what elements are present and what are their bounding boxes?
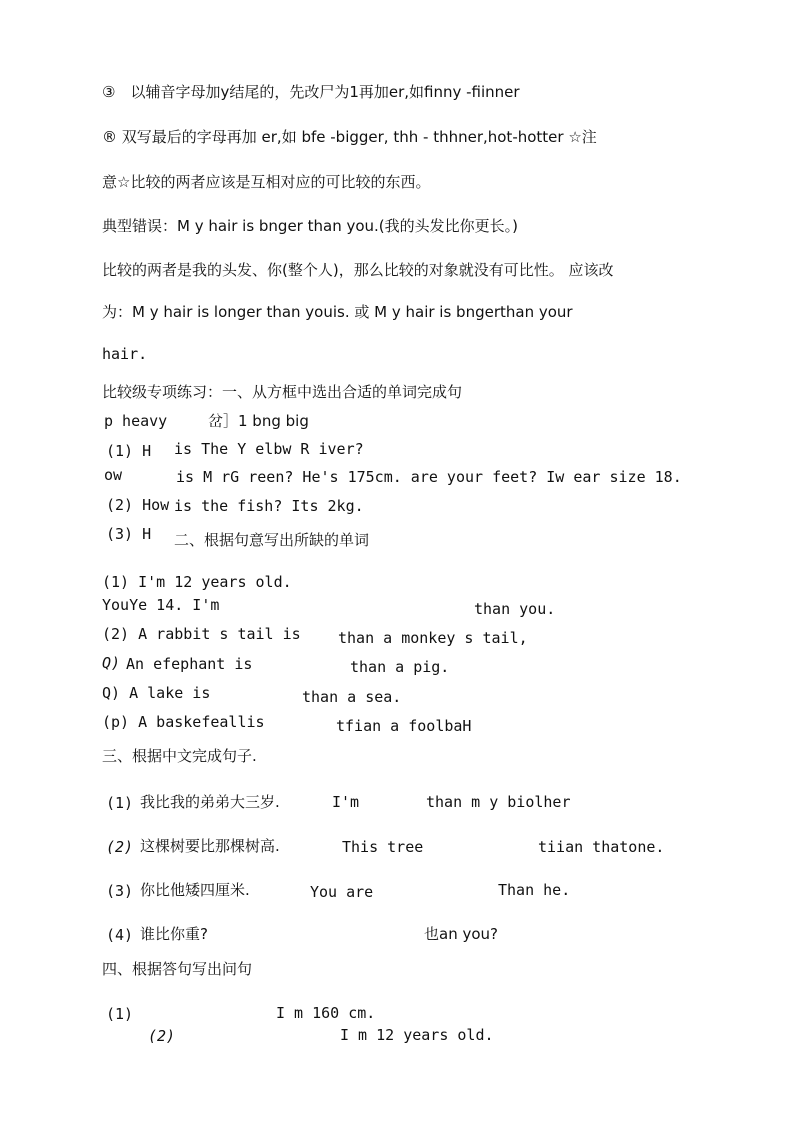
part1-q1-text: is The Y elbw R iver?: [174, 440, 364, 458]
part2-q1-line2: YouYe 14. I'm: [102, 596, 220, 614]
part1-q2-text: is the fish? Its 2kg.: [174, 497, 364, 515]
part3-q4-number: (4): [106, 926, 134, 944]
rule-4-line2: 意☆比较的两者应该是互相对应的可比较的东西。: [102, 173, 431, 191]
part3-q4-chinese: 谁比你重?: [140, 925, 208, 943]
part2-q4-head: Q) A lake is: [102, 684, 211, 702]
part1-q1-number: (1) H: [106, 442, 152, 460]
part2-q2-head: (2) A rabbit s tail is: [102, 625, 301, 643]
part3-q1-start: I'm: [332, 793, 360, 811]
part2-q1-line1: (1) I'm 12 years old.: [102, 573, 292, 591]
part3-q2-end: tiian thatone.: [538, 838, 665, 856]
part3-title: 三、根据中文完成句子.: [102, 747, 257, 765]
rule-4-line1: ® 双写最后的字母再加 er,如 bfe -bigger, thh - thhner,hot-hotter ☆注: [102, 128, 597, 146]
part3-q2-start: This tree: [342, 838, 424, 856]
part1-q3-number: (3) H: [106, 525, 152, 543]
part4-q1-answer: I m 160 cm.: [276, 1004, 376, 1022]
part2-q3-head: An efephant is: [126, 655, 253, 673]
part4-title: 四、根据答句写出问句: [102, 960, 253, 978]
part2-q1-tail: than you.: [474, 600, 556, 618]
rule-3: ③ 以辅音字母加y结尾的，先改尸为1再加er,如finny -fiinner: [102, 83, 520, 101]
part2-title: 二、根据句意写出所缺的单词: [174, 531, 370, 549]
part4-q2-number: (2): [148, 1027, 176, 1045]
part2-q5-head: (p) A baskefeallis: [102, 713, 265, 731]
part1-ow: ow: [104, 466, 123, 484]
part4-q1-number: (1): [106, 1005, 134, 1023]
part3-q3-end: Than he.: [498, 881, 571, 899]
part3-q1-number: (1): [106, 794, 134, 812]
typical-error-line2: 比较的两者是我的头发、你(整个人)，那么比较的对象就没有可比性。 应该改: [102, 261, 614, 279]
part2-q3-number: Q): [102, 654, 121, 672]
word-box-left: p heavy: [104, 412, 168, 430]
part1-ow-text: is M rG reen? He's 175cm. are your feet? Iw ear size 18.: [176, 468, 682, 486]
part1-q2-number: (2) How: [106, 496, 170, 514]
part3-q1-chinese: 我比我的弟弟大三岁.: [140, 793, 280, 811]
part2-q3-tail: than a pig.: [350, 658, 450, 676]
part3-q3-chinese: 你比他矮四厘米.: [140, 881, 250, 899]
typical-error-line1: 典型错误：M y hair is bnger than you.(我的头发比你更长。): [102, 217, 519, 235]
typical-error-line4: hair.: [102, 345, 148, 363]
part3-q2-chinese: 这棵树要比那棵树高.: [140, 837, 280, 855]
part3-q2-number: (2): [106, 838, 134, 856]
part3-q4-end: 也an you?: [424, 925, 498, 943]
word-box-right: 岔］1 bng big: [208, 412, 309, 430]
part2-q4-tail: than a sea.: [302, 688, 402, 706]
typical-error-line3: 为：M y hair is longer than youis. 或 M y hair is bngerthan your: [102, 303, 573, 321]
part3-q1-end: than m y biolher: [426, 793, 571, 811]
part4-q2-answer: I m 12 years old.: [340, 1026, 494, 1044]
exercise-title: 比较级专项练习：一、从方框中选出合适的单词完成句: [102, 383, 463, 401]
part2-q5-tail: tfian a foolbaH: [336, 717, 472, 735]
part3-q3-start: You are: [310, 883, 374, 901]
part3-q3-number: (3): [106, 882, 134, 900]
part2-q2-tail: than a monkey s tail,: [338, 629, 528, 647]
